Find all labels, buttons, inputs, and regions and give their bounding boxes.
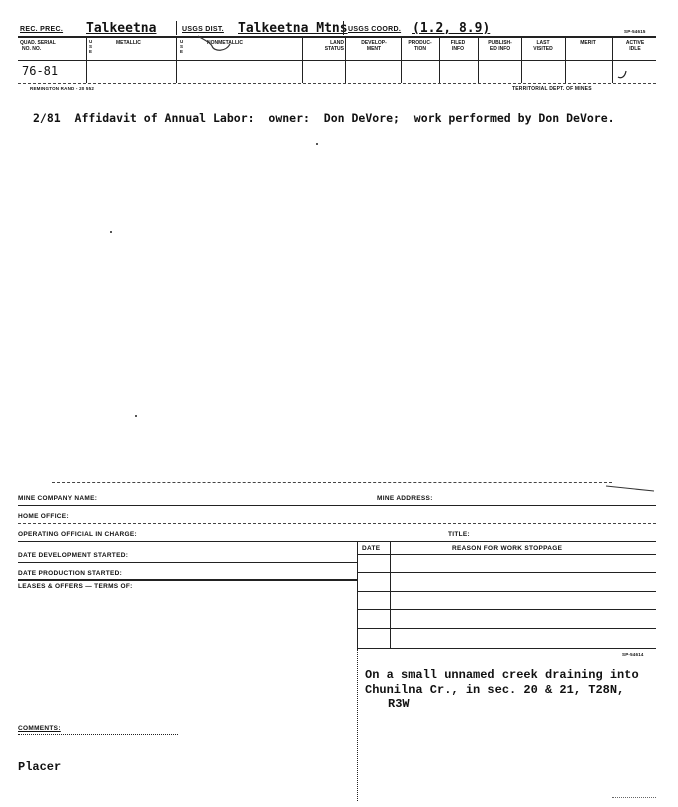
usgs-dist-label: USGS DIST. [182,26,224,33]
mine-address-label: MINE ADDRESS: [377,495,433,502]
usgs-coord-value: (1.2, 8.9) [412,21,491,36]
date-production-label: DATE PRODUCTION STARTED: [18,570,123,577]
pen-mark [196,32,236,54]
location-line-2: Chunilna Cr., in sec. 20 & 21, T28N, [365,683,625,697]
col-metallic: METALLIC [116,40,141,46]
rec-prec-value: Talkeetna [86,21,157,36]
corner-dots [612,797,656,798]
col-nonmetallic: NONMETALLIC [207,40,244,46]
entry-text: 2/81 Affidavit of Annual Labor: owner: Don DeVore; work performed by Don DeVore. [33,111,615,125]
speck [110,231,112,233]
col-quad-serial: QUAD. SERIAL [20,40,56,46]
col-active-idle: ACTIVE IDLE [625,40,645,52]
reason-col-header: REASON FOR WORK STOPPAGE [452,545,563,552]
comments-label: COMMENTS: [18,725,61,732]
col-production: PRODUC- TION [408,40,432,52]
location-line-1: On a small unnamed creek draining into [365,668,639,682]
footer-left: REMINGTON RAND - 20 552 [30,86,95,91]
col-uses-2: U S E [180,39,184,54]
usgs-coord-label: USGS COORD. [348,26,402,33]
date-col-header: DATE [362,545,381,552]
active-checkmark [616,68,630,80]
col-quad-no: NO. NO. [22,46,42,52]
speck [316,143,318,145]
quad-value: 76-81 [22,64,59,78]
leases-label: LEASES & OFFERS — TERMS OF: [18,583,133,590]
speck [135,415,137,417]
col-uses-1: U S E [89,39,93,54]
form-number: SP-54615 [624,29,646,34]
home-office-label: HOME OFFICE: [18,513,69,520]
col-land-status: LAND STATUS [324,40,344,52]
col-filed-info: FILED INFO [450,40,466,52]
footer-right: TERRITORIAL DEPT. OF MINES [512,86,592,92]
col-published-info: PUBLISH- ED INFO [488,40,512,52]
rec-prec-label: REC. PREC. [20,26,64,33]
form-number-2: SP-54614 [622,652,644,657]
col-development: DEVELOP- MENT [361,40,387,52]
usgs-dist-value: Talkeetna Mtns [238,21,348,36]
col-merit: MERIT [580,40,596,46]
col-last-visited: LAST VISITED [533,40,553,52]
title-label: TITLE: [448,531,471,538]
operating-official-label: OPERATING OFFICIAL IN CHARGE: [18,531,137,538]
location-line-3: R3W [388,697,410,711]
pen-stroke [600,480,658,494]
mine-company-name-label: MINE COMPANY NAME: [18,495,98,502]
date-development-label: DATE DEVELOPMENT STARTED: [18,552,129,559]
type-value: Placer [18,760,62,774]
